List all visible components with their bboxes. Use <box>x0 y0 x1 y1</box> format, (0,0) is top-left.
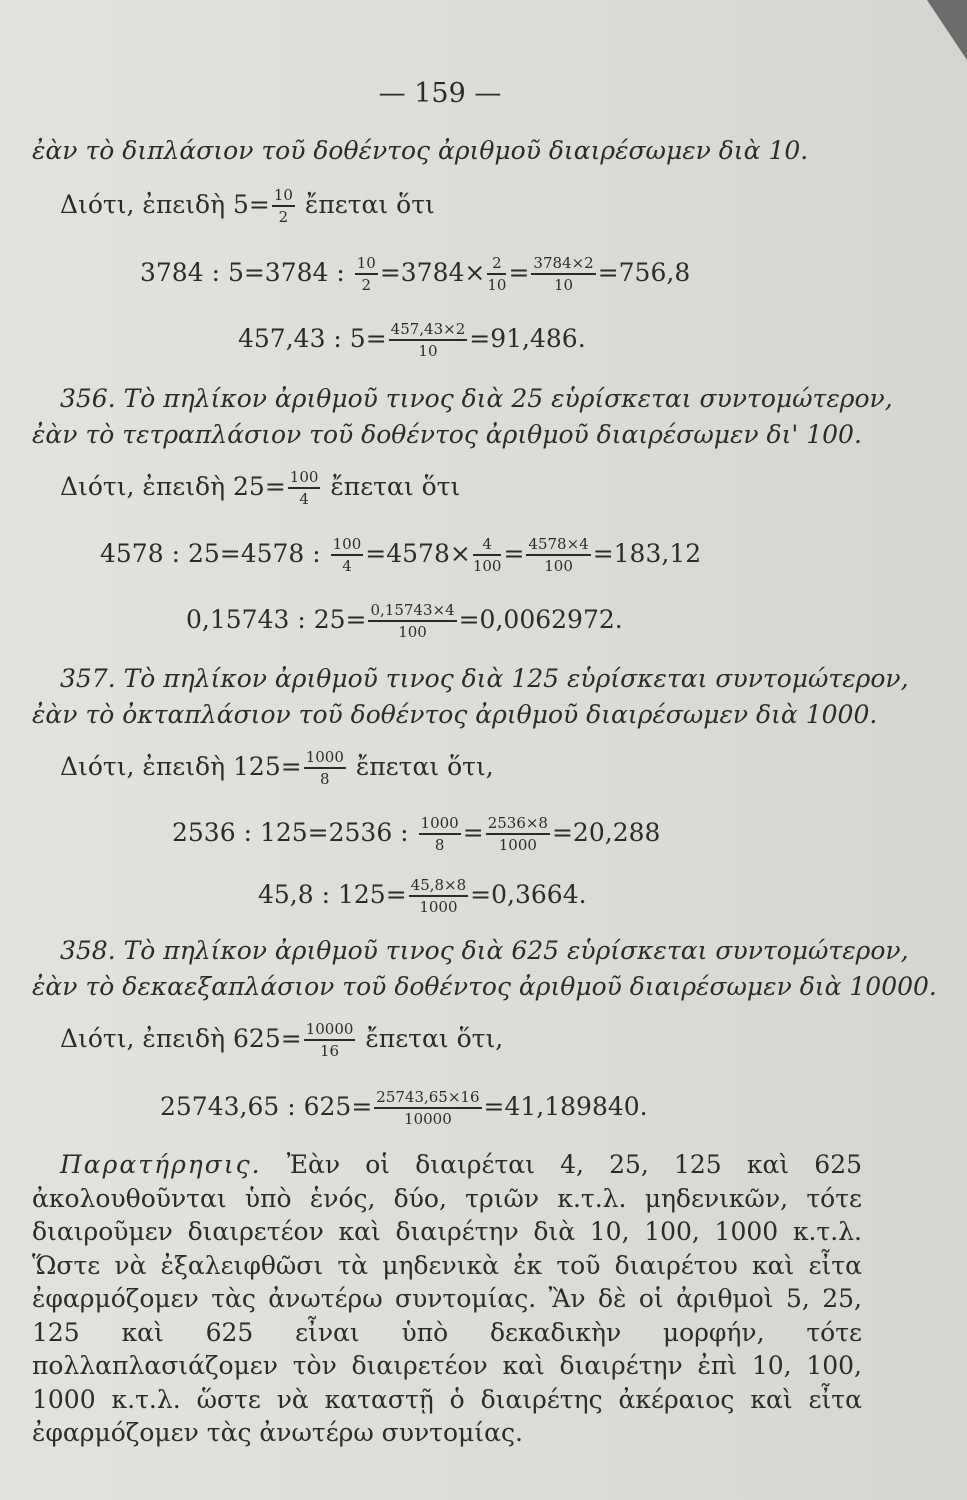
observation-text: Ἐὰν οἱ διαιρέται 4, 25, 125 καὶ 625 ἀκολουθοῦνται ὑπὸ ἑνός, δύο, τριῶν κ.τ.λ. μηδενικῶν, τότε διαιροῦμεν διαιρετέον καὶ διαιρέτην διὰ 10, 100, 1000 κ.τ.λ. Ὥστε νὰ ἐξαλειφθῶσι τὰ μηδενικὰ ἐκ τοῦ διαιρέτου καὶ εἶτα ἐφαρμόζομεν τὰς ἀνωτέρω συντομίας. Ἂν δὲ οἱ ἀριθμοὶ 5, 25, 125 καὶ 625 εἶναι ὑπὸ δεκαδικὴν μορφήν, τότε πολλαπλασιάζομεν τὸν διαιρετέον καὶ διαιρέτην ἐπὶ 10, 100, 1000 κ.τ.λ. ὥστε νὰ καταστῇ ὁ διαιρέτης ἀκέραιος καὶ εἶτα ἐφαρμόζομεν τὰς ἀνωτέρω συντομίας. <box>32 1150 862 1447</box>
calc-line-3: 4578 : 25=4578 : $\frac{100}{4}$ =4578× $\frac{4}{100}$ = $\frac{4578\times 4}{100}$ =183,12 <box>100 535 702 575</box>
observation-heading: Παρατήρησις. <box>60 1150 262 1179</box>
proof-line-3: Διότι, ἐπειδὴ 125= $\frac{1000}{8}$ ἔπεται ὅτι, <box>60 748 494 788</box>
calc-line-6: 45,8 : 125= $\frac{45,8\times 8}{1000}$ =0,3664. <box>258 876 587 916</box>
section-356-cont: ἐὰν τὸ τετραπλάσιον τοῦ δοθέντος ἀριθμοῦ διαιρέσωμεν δι' 100. <box>32 420 862 449</box>
section-357-title: 357. Τὸ πηλίκον ἀριθμοῦ τινος διὰ 125 εὑρίσκεται συντομώτερον, <box>60 664 909 693</box>
section-358-cont: ἐὰν τὸ δεκαεξαπλάσιον τοῦ δοθέντος ἀριθμοῦ διαιρέσωμεν διὰ 10000. <box>32 972 937 1001</box>
calc-line-7: 25743,65 : 625= $\frac{25743,65\times 16}{10000}$ =41,189840. <box>160 1088 648 1128</box>
calc-line-2: 457,43 : 5= $\frac{457,43\times 2}{10}$ =91,486. <box>238 320 586 360</box>
proof-line-1: Διότι, ἐπειδὴ 5= $\frac{10}{2}$ ἔπεται ὅτι <box>60 186 435 226</box>
calc-line-4: 0,15743 : 25= $\frac{0,15743\times 4}{100}$ =0,0062972. <box>186 601 623 641</box>
continuation-line: ἐὰν τὸ διπλάσιον τοῦ δοθέντος ἀριθμοῦ διαιρέσωμεν διὰ 10. <box>32 136 809 165</box>
section-357-cont: ἐὰν τὸ ὀκταπλάσιον τοῦ δοθέντος ἀριθμοῦ διαιρέσωμεν διὰ 1000. <box>32 700 878 729</box>
section-358-title: 358. Τὸ πηλίκον ἀριθμοῦ τινος διὰ 625 εὑρίσκεται συντομώτερον, <box>60 936 909 965</box>
proof-line-4: Διότι, ἐπειδὴ 625= $\frac{10000}{16}$ ἔπεται ὅτι, <box>60 1020 504 1060</box>
calc-line-5: 2536 : 125=2536 : $\frac{1000}{8}$ = $\frac{2536\times 8}{1000}$ =20,288 <box>172 814 661 854</box>
fraction: $\frac{10}{2}$ <box>273 186 293 226</box>
page-corner <box>927 0 967 60</box>
section-356-title: 356. Τὸ πηλίκον ἀριθμοῦ τινος διὰ 25 εὑρίσκεται συντομώτερον, <box>60 384 893 413</box>
observation-paragraph <box>32 1148 862 1450</box>
proof-line-2: Διότι, ἐπειδὴ 25= $\frac{100}{4}$ ἔπεται ὅτι <box>60 468 461 508</box>
page-number: — 159 — <box>378 78 502 109</box>
calc-line-1: 3784 : 5=3784 : $\frac{10}{2}$ =3784× $\frac{2}{10}$ = $\frac{3784\times 2}{10}$ =756,8 <box>140 254 691 294</box>
